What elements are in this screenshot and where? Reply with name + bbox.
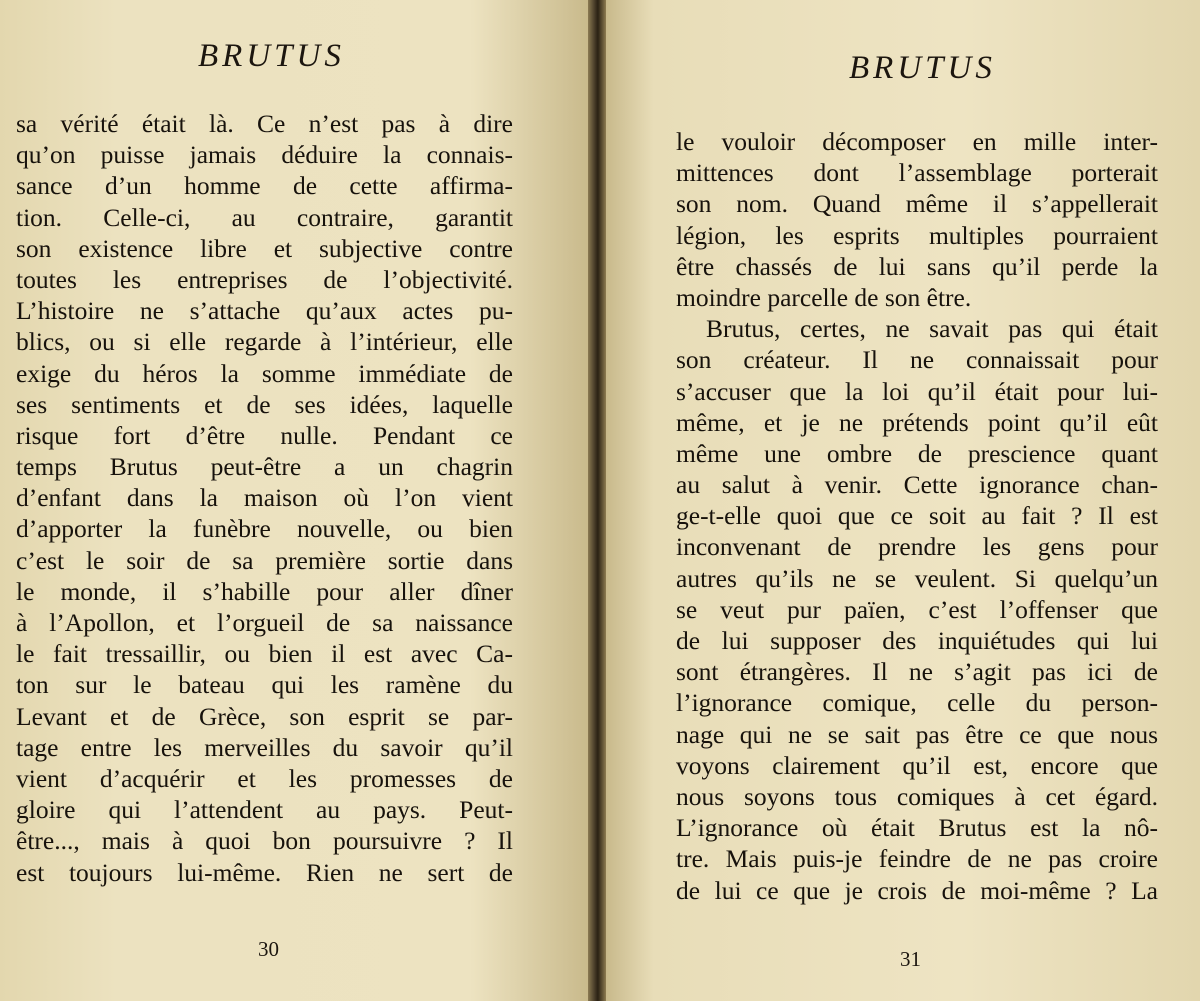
text-line: risque fort d’être nulle. Pendant ce — [16, 420, 513, 450]
text-line: exige du héros la somme immédiate de — [16, 358, 513, 388]
book-gutter — [588, 0, 606, 1001]
text-line: L’ignorance où était Brutus est la nô- — [676, 813, 1158, 843]
text-line: sance d’un homme de cette affirma- — [16, 171, 513, 201]
text-line: être..., mais à quoi bon poursuivre ? Il — [16, 826, 513, 856]
text-line: à l’Apollon, et l’orgueil de sa naissance — [16, 608, 513, 637]
text-line: se veut pur païen, c’est l’offenser que — [676, 594, 1158, 624]
text-line: son créateur. Il ne connaissait pour — [676, 345, 1158, 375]
text-line: temps Brutus peut-être a un chagrin — [16, 452, 513, 482]
text-line: blics, ou si elle regarde à l’intérieur, elle — [16, 327, 513, 357]
text-line: même, et je ne prétends point qu’il eût — [676, 407, 1158, 437]
text-line: moindre parcelle de son être. — [676, 282, 972, 312]
text-line: ses sentiments et de ses idées, laquelle — [16, 389, 513, 419]
text-line: même une ombre de prescience quant — [676, 438, 1158, 468]
text-line: tre. Mais puis-je feindre de ne pas croire — [676, 844, 1158, 874]
text-line: tion. Celle-ci, au contraire, garantit — [16, 202, 513, 232]
text-line: le fait tressaillir, ou bien il est avec Ca- — [16, 639, 513, 669]
text-line: le monde, il s’habille pour aller dîner — [16, 576, 513, 606]
left-page-body — [16, 108, 513, 888]
text-line: mittences dont l’assemblage porterait — [676, 158, 1158, 188]
text-line: le vouloir décomposer en mille inter- — [676, 127, 1158, 156]
text-line: L’histoire ne s’attache qu’aux actes pu- — [16, 296, 513, 326]
text-line: être chassés de lui sans qu’il perde la — [676, 251, 1158, 281]
text-line: l’ignorance comique, celle du person- — [676, 688, 1158, 718]
page-number-left: 30 — [258, 937, 279, 961]
text-line: d’apporter la funèbre nouvelle, ou bien — [16, 514, 513, 544]
text-line: nage qui ne se sait pas être ce que nous — [676, 719, 1158, 749]
right-page-body — [676, 126, 1158, 906]
text-line: de lui supposer des inquiétudes qui lui — [676, 626, 1158, 655]
page-number-right: 31 — [900, 947, 921, 971]
text-line: ton sur le bateau qui les ramène du — [16, 670, 513, 700]
text-line: de lui ce que je crois de moi-même ? La — [676, 875, 1158, 905]
text-line: s’accuser que la loi qu’il était pour lui- — [676, 376, 1158, 406]
text-line: sa vérité était là. Ce n’est pas à dire — [16, 109, 513, 138]
text-line: son nom. Quand même il s’appellerait — [676, 189, 1158, 219]
text-line: gloire qui l’attendent au pays. Peut- — [16, 795, 513, 825]
text-line: autres qu’ils ne se veulent. Si quelqu’un — [676, 563, 1158, 593]
text-line: sont étrangères. Il ne s’agit pas ici de — [676, 657, 1158, 687]
text-line: d’enfant dans la maison où l’on vient — [16, 483, 513, 513]
text-line: Levant et de Grèce, son esprit se par- — [16, 701, 513, 731]
text-line: qu’on puisse jamais déduire la connais- — [16, 140, 513, 170]
text-line: toutes les entreprises de l’objectivité. — [16, 264, 513, 294]
text-line: tage entre les merveilles du savoir qu’il — [16, 732, 513, 762]
running-header-right: BRUTUS — [849, 50, 996, 86]
text-line: voyons clairement qu’il est, encore que — [676, 750, 1158, 780]
text-line: son existence libre et subjective contre — [16, 233, 513, 263]
text-line: vient d’acquérir et les promesses de — [16, 763, 513, 793]
text-line: nous soyons tous comiques à cet égard. — [676, 781, 1158, 811]
text-line: légion, les esprits multiples pourraient — [676, 220, 1158, 250]
text-line: au salut à venir. Cette ignorance chan- — [676, 470, 1158, 500]
text-line: inconvenant de prendre les gens pour — [676, 532, 1158, 562]
left-page — [0, 0, 588, 1001]
running-header-left: BRUTUS — [198, 38, 345, 74]
text-line: est toujours lui-même. Rien ne sert de — [16, 857, 513, 887]
right-page — [606, 0, 1200, 1001]
text-line: c’est le soir de sa première sortie dans — [16, 545, 513, 575]
text-line: Brutus, certes, ne savait pas qui était — [706, 314, 1158, 344]
text-line: ge-t-elle quoi que ce soit au fait ? Il est — [676, 501, 1158, 531]
